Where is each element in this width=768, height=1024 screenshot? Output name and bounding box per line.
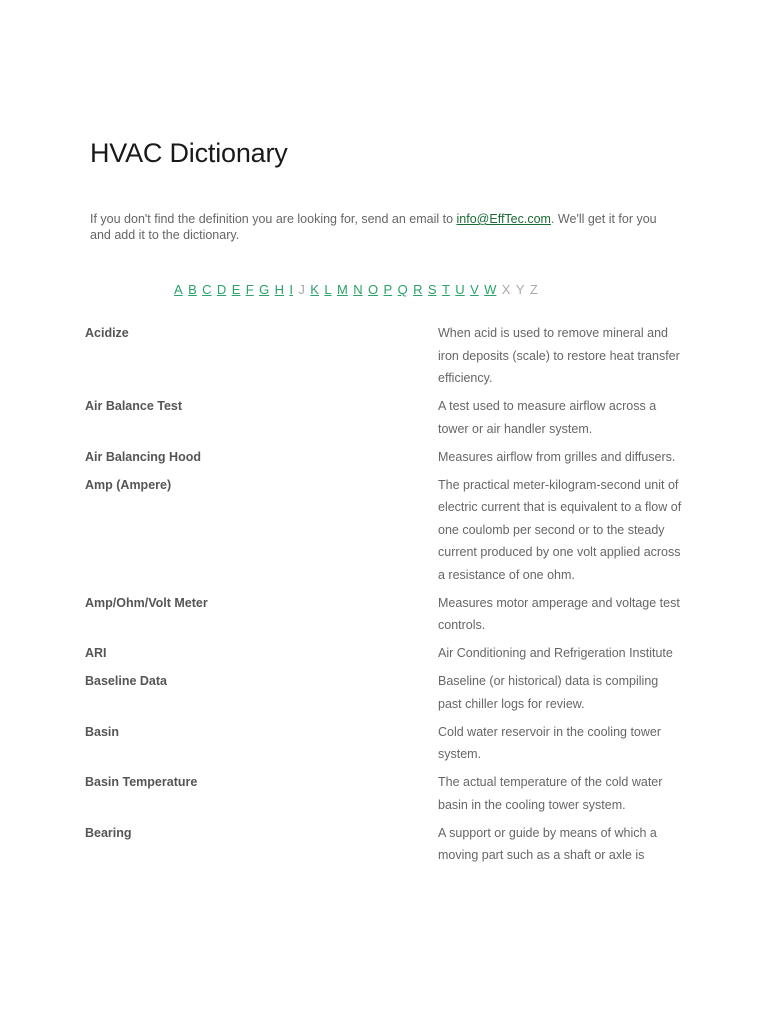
entry-term-text: Baseline Data [85, 674, 167, 688]
alphabet-nav [174, 281, 614, 299]
alphabet-letter-p[interactable]: P [383, 282, 393, 297]
entry-term [85, 822, 438, 867]
alphabet-letter-f[interactable]: F [245, 282, 254, 297]
entry-term-text: Basin [85, 724, 120, 739]
entry-term [85, 395, 438, 440]
entry-term-text: Air Balancing Hood [85, 449, 201, 464]
entry-definition: Measures motor amperage and voltage test controls. [438, 595, 680, 632]
alphabet-letter-a[interactable]: A [174, 282, 183, 297]
entry-term-text: Bearing [85, 825, 132, 840]
entry-term-text: ARI [85, 646, 107, 660]
alphabet-letter-e[interactable]: E [231, 282, 241, 297]
dictionary-entry [85, 592, 685, 637]
alphabet-letter-v[interactable]: V [470, 282, 479, 297]
alphabet-letter-m[interactable]: M [336, 282, 348, 297]
entry-term [85, 322, 438, 390]
entry-definition: Baseline (or historical) data is compiling past chiller logs for review. [438, 674, 659, 711]
alphabet-letter-i[interactable]: I [289, 282, 294, 297]
alphabet-letter-q[interactable]: Q [397, 282, 408, 297]
entry-definition: Cold water reservoir in the cooling tower system. [438, 724, 662, 761]
entry-definition: When acid is used to remove mineral and iron deposits (scale) to restore heat transfer efficiency. [438, 326, 680, 385]
entry-term-text: Amp (Ampere) [85, 477, 172, 492]
entry-definition: A test used to measure airflow across a tower or air handler system. [438, 399, 657, 436]
alphabet-letter-g[interactable]: G [259, 282, 270, 297]
alphabet-letter-t[interactable]: T [441, 282, 450, 297]
entry-term [85, 771, 438, 816]
intro-paragraph [90, 211, 680, 243]
dictionary-entry [85, 474, 685, 587]
dictionary-entry [85, 771, 685, 816]
dictionary-entry [85, 822, 685, 867]
dictionary-entry [85, 395, 685, 440]
dictionary-entry [85, 721, 685, 766]
alphabet-letter-x: X [501, 282, 511, 297]
dictionary-entries [85, 322, 685, 872]
dictionary-entry [85, 642, 685, 665]
alphabet-letter-d[interactable]: D [216, 282, 227, 297]
entry-term [85, 670, 438, 715]
alphabet-letter-u[interactable]: U [455, 282, 465, 297]
alphabet-letter-l[interactable]: L [324, 282, 332, 297]
entry-term [85, 474, 438, 587]
entry-definition: The actual temperature of the cold water basin in the cooling tower system. [438, 775, 663, 812]
entry-term-text: Amp/Ohm/Volt Meter [85, 595, 208, 610]
alphabet-letter-s[interactable]: S [427, 282, 437, 297]
entry-definition: Measures airflow from grilles and diffusers. [438, 449, 676, 464]
dictionary-entry [85, 322, 685, 390]
alphabet-letter-n[interactable]: N [353, 282, 363, 297]
alphabet-letter-r[interactable]: R [413, 282, 423, 297]
dictionary-entry [85, 670, 685, 715]
alphabet-letter-h[interactable]: H [274, 282, 284, 297]
intro-text-before: If you don't find the definition you are looking for, send an email to [90, 212, 457, 226]
entry-definition: Air Conditioning and Refrigeration Institute [438, 646, 673, 660]
entry-term-text: Air Balance Test [85, 399, 183, 413]
entry-definition: A support or guide by means of which a moving part such as a shaft or axle is [438, 825, 657, 862]
entry-term [85, 592, 438, 637]
alphabet-letter-w[interactable]: W [484, 282, 497, 297]
alphabet-letter-k[interactable]: K [310, 282, 319, 297]
alphabet-letter-z: Z [529, 282, 538, 297]
intro-text-after: . We'll get it for you and add it to the dictionary. [90, 212, 657, 242]
alphabet-letter-o[interactable]: O [368, 282, 379, 297]
alphabet-letter-y: Y [515, 282, 525, 297]
dictionary-entry [85, 446, 685, 469]
entry-term [85, 446, 438, 469]
entry-term [85, 721, 438, 766]
alphabet-letter-b[interactable]: B [188, 282, 197, 297]
alphabet-letter-c[interactable]: C [202, 282, 212, 297]
email-link[interactable]: info@EffTec.com [456, 212, 551, 226]
entry-definition: The practical meter-kilogram-second unit of electric current that is equivalent to a flow of one coulomb per second or to the steady current produced by one volt applied across a resistance of one ohm. [438, 477, 682, 582]
alphabet-letter-j: J [298, 282, 305, 297]
entry-term-text: Basin Temperature [85, 775, 198, 789]
page-title: HVAC Dictionary [90, 138, 288, 168]
entry-term-text: Acidize [85, 326, 129, 340]
entry-term [85, 642, 438, 665]
